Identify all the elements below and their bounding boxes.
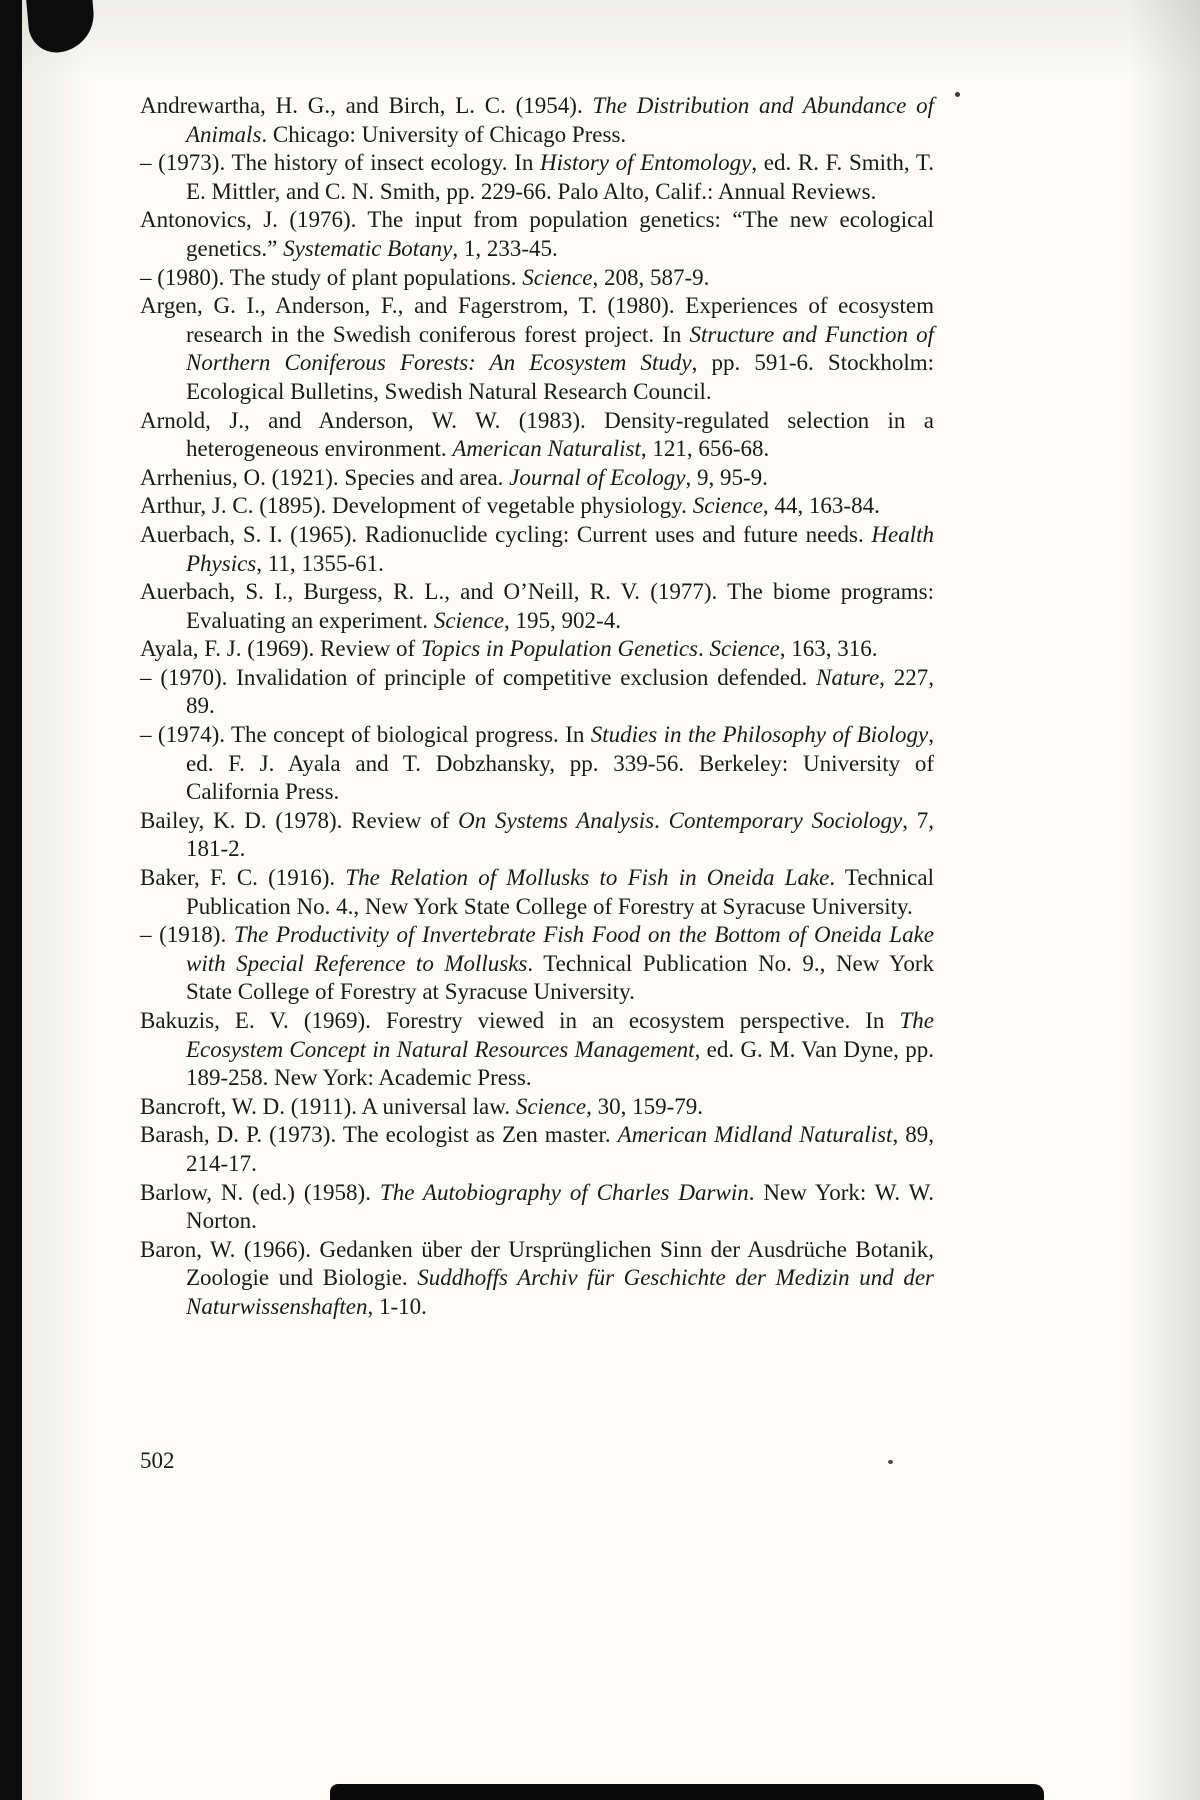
- reference-text: Bakuzis, E. V. (1969). Forestry viewed in an ecosystem perspective. In: [140, 1008, 900, 1033]
- reference-entry: [140, 721, 934, 807]
- reference-title-italic: The Ecosystem Concept in Natural Resources Management: [186, 1008, 934, 1062]
- scan-edge-left-strip: [0, 0, 22, 1800]
- reference-entry: [140, 464, 934, 493]
- reference-text: , 7, 181-2.: [186, 807, 935, 862]
- reference-text: Baker, F. C. (1916).: [140, 865, 346, 891]
- reference-text: , 163, 316.: [779, 636, 878, 662]
- reference-text: , 1, 233-45.: [452, 235, 558, 261]
- reference-text: . Technical Publication No. 9., New York State College of Forestry at Syracuse University.: [186, 950, 934, 1005]
- reference-text: Auerbach, S. I., Burgess, R. L., and O’Neill, R. V. (1977). The biome programs: Evaluating an experiment.: [140, 579, 934, 633]
- reference-entry: [140, 264, 934, 293]
- reference-text: Antonovics, J. (1976). The input from population genetics: “The new ecological genetics.”: [140, 207, 934, 261]
- reference-text: Bancroft, W. D. (1911). A universal law.: [140, 1093, 516, 1119]
- page-number: 502: [140, 1448, 175, 1473]
- reference-text: . Chicago: University of Chicago Press.: [261, 121, 627, 147]
- reference-title-italic: The Relation of Mollusks to Fish in Oneida Lake: [345, 865, 830, 891]
- reference-title-italic: Journal of Ecology: [509, 464, 686, 490]
- reference-entry: [140, 921, 934, 1007]
- reference-entry: [140, 206, 934, 263]
- reference-text: , ed. G. M. Van Dyne, pp. 189-258. New York: Academic Press.: [186, 1036, 934, 1091]
- reference-text: Arrhenius, O. (1921). Species and area.: [140, 464, 510, 490]
- reference-text: , 89, 214-17.: [186, 1122, 934, 1176]
- reference-text: – (1974). The concept of biological progress. In: [140, 722, 591, 748]
- reference-text: Bailey, K. D. (1978). Review of: [140, 807, 459, 833]
- reference-title-italic: Contemporary Sociology: [668, 807, 903, 833]
- scan-speck: [888, 1460, 893, 1464]
- reference-entry: [140, 807, 934, 864]
- reference-title-italic: Science: [709, 636, 780, 662]
- reference-title-italic: On Systems Analysis: [458, 807, 655, 833]
- reference-title-italic: American Midland Naturalist: [617, 1122, 893, 1148]
- reference-text: Ayala, F. J. (1969). Review of: [140, 636, 421, 662]
- reference-title-italic: American Naturalist: [452, 436, 641, 462]
- reference-title-italic: Science: [515, 1093, 587, 1119]
- reference-text: – (1970). Invalidation of principle of competitive exclusion defended.: [140, 664, 817, 690]
- reference-text: – (1918).: [140, 922, 234, 948]
- reference-title-italic: History of Entomology: [540, 150, 752, 176]
- reference-entry: [140, 521, 934, 578]
- reference-entry: [140, 578, 934, 635]
- reference-entry: [140, 292, 934, 406]
- reference-text: Arnold, J., and Anderson, W. W. (1983). Density-regulated selection in a heterogeneous environment.: [140, 407, 934, 462]
- reference-text: , 121, 656-68.: [640, 436, 770, 462]
- reference-text: , 44, 163-84.: [762, 493, 880, 519]
- reference-title-italic: Health Physics: [186, 521, 934, 576]
- reference-entry: [140, 1007, 934, 1093]
- reference-text: – (1980). The study of plant populations.: [140, 264, 523, 290]
- reference-entry: [140, 1121, 934, 1178]
- reference-text: Argen, G. I., Anderson, F., and Fagerstrom, T. (1980). Experiences of ecosystem research in the Swedish coniferous forest project. In: [140, 293, 934, 347]
- reference-entry: [140, 635, 934, 664]
- reference-text: . New York: W. W. Norton.: [186, 1179, 935, 1234]
- reference-title-italic: The Autobiography of Charles Darwin: [379, 1179, 749, 1205]
- reference-text: , 9, 95-9.: [685, 464, 768, 490]
- reference-text: Barlow, N. (ed.) (1958).: [140, 1179, 380, 1205]
- reference-text: , ed. R. F. Smith, T. E. Mittler, and C. N. Smith, pp. 229-66. Palo Alto, Calif.: Annual Reviews.: [186, 150, 934, 204]
- reference-text: Arthur, J. C. (1895). Development of vegetable physiology.: [140, 493, 693, 519]
- reference-title-italic: Structure and Function of Northern Coniferous Forests: An Ecosystem Study: [186, 321, 934, 376]
- reference-text: – (1973). The history of insect ecology. In: [140, 150, 541, 176]
- reference-entry: [140, 1093, 934, 1122]
- reference-text: , 11, 1355-61.: [256, 550, 384, 576]
- reference-text: , 227, 89.: [186, 664, 934, 719]
- reference-entry: [140, 1236, 934, 1322]
- reference-text: . Technical Publication No. 4., New York State College of Forestry at Syracuse University.: [186, 865, 934, 919]
- reference-title-italic: Science: [522, 264, 593, 290]
- reference-title-italic: The Distribution and Abundance of Animals: [186, 93, 935, 147]
- reference-entry: [140, 864, 934, 921]
- reference-entry: [140, 149, 934, 206]
- bibliography-list: [140, 92, 934, 1322]
- reference-text: , ed. F. J. Ayala and T. Dobzhansky, pp. 339-56. Berkeley: University of California Press.: [186, 722, 934, 805]
- reference-text: , 195, 902-4.: [504, 607, 621, 633]
- reference-title-italic: Suddhoffs Archiv für Geschichte der Medizin und der Naturwissenshaften: [186, 1265, 934, 1319]
- reference-text: , 30, 159-79.: [586, 1093, 703, 1119]
- reference-text: .: [654, 807, 669, 833]
- reference-title-italic: Systematic Botany: [283, 235, 453, 261]
- reference-text: Auerbach, S. I. (1965). Radionuclide cycling: Current uses and future needs.: [140, 521, 872, 547]
- reference-text: Baron, W. (1966). Gedanken über der Ursprünglichen Sinn der Ausdrüche Botanik, Zoologie und Biologie.: [140, 1236, 934, 1291]
- scan-artifact-bottom-strip: [330, 1784, 1044, 1800]
- reference-text: , pp. 591-6. Stockholm: Ecological Bulletins, Swedish Natural Research Council.: [186, 350, 934, 404]
- reference-title-italic: The Productivity of Invertebrate Fish Food on the Bottom of Oneida Lake with Special Reference to Mollusks: [186, 922, 934, 976]
- scan-speck: [955, 92, 960, 97]
- reference-text: Andrewartha, H. G., and Birch, L. C. (1954).: [140, 93, 593, 118]
- reference-title-italic: Topics in Population Genetics: [420, 636, 699, 662]
- reference-entry: [140, 1179, 934, 1236]
- reference-title-italic: Nature: [816, 664, 880, 690]
- reference-title-italic: Studies in the Philosophy of Biology: [590, 722, 929, 748]
- reference-text: , 1-10.: [367, 1293, 427, 1319]
- reference-title-italic: Science: [692, 493, 763, 519]
- reference-entry: [140, 492, 934, 521]
- reference-entry: [140, 407, 934, 464]
- reference-entry: [140, 92, 934, 149]
- reference-text: Barash, D. P. (1973). The ecologist as Zen master.: [140, 1122, 618, 1148]
- reference-title-italic: Science: [433, 607, 505, 633]
- reference-text: , 208, 587-9.: [592, 264, 710, 290]
- reference-entry: [140, 664, 934, 721]
- reference-text: .: [698, 636, 710, 662]
- scan-artifact-top-left: [25, 0, 97, 55]
